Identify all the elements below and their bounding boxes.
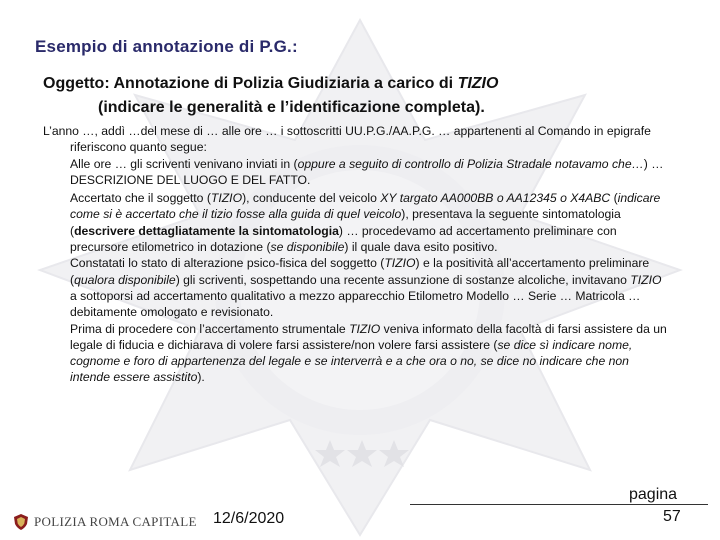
logo-text: POLIZIA ROMA CAPITALE [34,514,197,529]
footer-logo [12,513,197,531]
page-label: pagina [629,486,678,503]
paragraph-event: Alle ore … gli scriventi venivano inviati in (oppure a seguito di controllo di Polizia Stradale notavamo che…) … DESCRIZIONE DEL LUOGO E DEL FATTO. [70,156,664,187]
police-crest-icon [12,513,30,531]
page-number: 57 [663,508,681,525]
footer-divider [410,504,708,505]
footer-date: 12/6/2020 [213,510,285,527]
subject-line2: (indicare le generalità e l’identificazione completa). [98,99,485,116]
annotation-body [43,123,671,386]
paragraph-symptoms: Accertato che il soggetto (TIZIO), conducente del veicolo XY targato AA000BB o AA12345 o X4ABC (indicare come si è accertato che il tizio fosse alla guida di quel veicolo), presentava la seguente sintomatologia (descrivere dettagliatamente la sintomatologia) … procedevamo ad accertamento preliminare con precursore etilometrico in dotazione (se disponibile) il quale dava esito positivo. [70,191,661,255]
subject-heading [43,72,498,120]
subject-line1: Oggetto: Annotazione di Polizia Giudiziaria a carico di TIZIO [43,75,499,92]
paragraph-intro: L’anno …, addì …del mese di … alle ore … i sottoscritti UU.P.G./AA.P.G. … appartenenti al Comando in epigrafe riferiscono quanto segue: [43,124,651,155]
paragraph-legal: Prima di procedere con l’accertamento strumentale TIZIO veniva informato della facoltà di farsi assistere da un legale di fiducia e dichiarava di volere farsi assistere/non volere farsi assistere (se dice sì indicare nome, cognome e foro di appartenenza del legale e se interverrà e a che ora o no, se dice no indicare che non intende essere assistito). [70,321,667,385]
slide-title: Esempio di annotazione di P.G.: [35,37,298,56]
paragraph-test: Constatati lo stato di alterazione psico-fisica del soggetto (TIZIO) e la positività all’accertamento preliminare (qualora disponibile) gli scriventi, sospettando una recente assunzione di sostanze alcoliche, invitavano TIZIO a sottoporsi ad accertamento qualitativo a mezzo apparecchio Etilometro Modello … Serie … Matricola … debitamente omologato e revisionato. [70,256,662,320]
